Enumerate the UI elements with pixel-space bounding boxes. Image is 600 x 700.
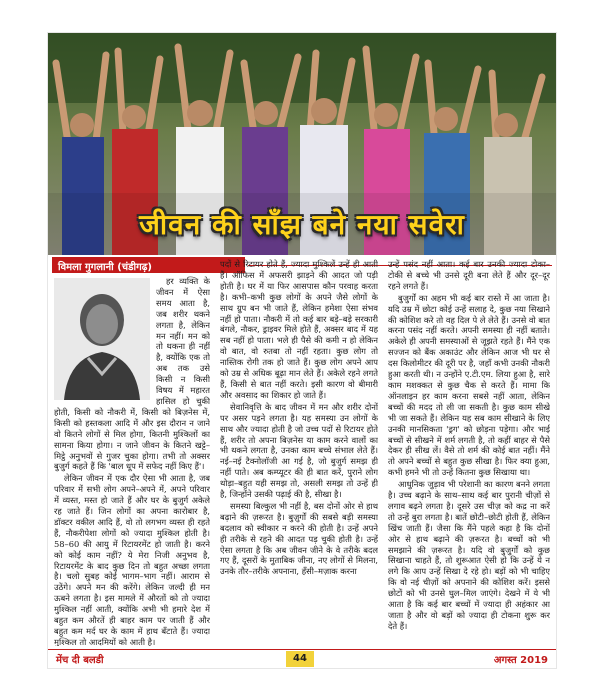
- page-footer: [48, 652, 556, 668]
- paragraph: समस्या बिल्कुल भी नहीं है, बस दोनों ओर से हाथ बढ़ाने की ज़रूरत है। बुज़ुर्गों की सबसे बड़ी समस्या बदलाव को स्वीकार न करने की होती है। उन्हें अपने ही तरीके से रहने की आदत पड़ चुकी होती है। उन्हें ऐसा लगता है कि अब जीवन जीने के वे तरीके बदल गए हैं, दूसरों के मुताबिक जीना, नए लोगों से मिलना, उनके तौर–तरीके अपनाना, हँसी–मज़ाक करना: [220, 500, 378, 577]
- author-photo: [54, 278, 150, 400]
- column-3: [388, 259, 550, 646]
- paragraph: सेवानिवृत्ति के बाद जीवन में मन और शरीर दोनों पर असर पड़ने लगता है। यह समस्या उन लोगों के साथ और ज्यादा होती है जो उच्च पदों से रिटायर होते हैं, शरीर तो अपना बिज़नेस या काम करने वालों का भी थकने लगता है, उनका काम बच्चे संभाल लेते हैं। नई–नई टैक्नोलॉजी आ गई है, जो बुजुर्ग समझ ही नहीं पाते। अब कम्प्यूटर की ही बात करें, पुराने लोग थोड़ा–बहुत यही समझ तो, असली समझ तो उन्हें ही है, जिन्होंने उसकी पढ़ाई की है, सीखा है।: [220, 401, 378, 500]
- paragraph: पदों से रिटायर होते हैं, ज्यादा मुश्किलें उन्हें ही आती हैं। ऑफिस में अफसरी झाड़ने की आदत जो पड़ी होती है। घर में या फिर आसपास कौन परवाह करता है। कभी–कभी कुछ लोगों के अपने जैसे लोगों के साथ ग्रुप बन भी जाते हैं, लेकिन हमेशा ऐसा संभव नहीं हो पाता। नौकरी में तो कई बार बड़े–बड़े सरकारी बंगले, नौकर, ड्राइवर मिले होते हैं, अक्सर बाद में यह सब नहीं हो पाता। भले ही पैसे की कमी न हो लेकिन वो बात, वो रुतबा तो नहीं रहता। कुछ लोग तो नास्तिक रोगी तक हो जाते हैं। कुछ लोग अपने आप को उम्र से अधिक बूढ़ा मान लेते हैं। अकेले रहने लगते हैं, किसी से बात नहीं करते। इसी कारण वो बीमारी और अवसाद का शिकार हो जाते हैं।: [220, 259, 378, 400]
- magazine-name: मेंच दी बलडी: [56, 655, 104, 666]
- paragraph: हर व्यक्ति के जीवन में ऐसा समय आता है, जब शरीर थकने लगता है, लेकिन मन नहीं। मन को तो थकना ही नहीं है, क्योंकि एक तो अब तक उसे किसी न किसी विषय में महारत हासिल हो चुकी होती, किसी को नौकरी में, किसी को बिज़नेस में, किसी को हस्तकला आदि में और इस दौरान न जाने वो कितने लोगों से मिल होगा, कितनी मुश्किलों का सामना किया होगा। न जाने जीवन के कितने खट्टे–मिट्ठे अनुभवों से गुजर चुका होगा। तभी तो अक्सर बुजुर्ग कहते हैं कि 'बाल धूप में सफेद नहीं किए हैं'।: [54, 276, 210, 472]
- paragraph: लेकिन जीवन में एक दौर ऐसा भी आता है, जब परिवार में सभी लोग अपने–अपने में, अपने परिवार में व्यस्त, मस्त हो जाते हैं और घर के बुजुर्ग अकेले रह जाते हैं। जिन लोगों का अपना कारोबार है, डॉक्टर वकील आदि हैं, वो तो लगभग व्यस्त ही रहते हैं, नौकरीपेशा लोगों को ज्यादा मुश्किल होती है। 58–60 की आयु में रिटायरमेंट हो जाती है। करने को कोई काम नहीं? ये मेरा निजी अनुभव है, रिटायरमेंट के बाद कुछ दिन तो बहुत अच्छा लगता है। चलो सुबह कोई भागम–भाग नहीं। आराम से उठेंगे। अपने मन की करेंगे। लेकिन जल्दी ही मन ऊबने लगता है। इस मामले में औरतों को तो ज्यादा मुश्किल नहीं आती, क्योंकि अभी भी हमारे देश में बहुत कम औरतें ही बाहर काम पर जाती हैं और बहुत कम मर्द घर के काम में हाथ बँटाते हैं। ज्यादा मुश्किल तो आदमियों को आती है।: [54, 473, 210, 646]
- column-2: [220, 259, 378, 646]
- issue-date: अगस्त 2019: [493, 655, 548, 666]
- magazine-page: [48, 33, 556, 668]
- footer-divider: [48, 649, 556, 650]
- hero-photo: [48, 33, 556, 255]
- paragraph: उन्हें पसंद नहीं आता। कई बार उनकी ज्यादा टोका–टोकी से बच्चे भी उनसे दूरी बना लेते हैं और दूर–दूर रहने लगते हैं।: [388, 259, 550, 291]
- byline: विमला गुगलानी (चंडीगढ़): [58, 262, 152, 273]
- page-number: 44: [286, 651, 314, 667]
- headline: जीवन की साँझ बने नया सवेरा: [139, 208, 465, 241]
- column-1: [54, 276, 210, 646]
- paragraph: बुजुर्गों का अहम भी कई बार रास्ते में आ जाता है। यदि उम्र में छोटा कोई उन्हें सलाह दे, कुछ नया सिखाने की कोशिश करे तो वह दिल पे ले लेते हैं। उनसे वो बात करना पसंद नहीं करते। अपनी समस्या ही नहीं बताते। अकेले ही अपनी समस्याओं से जूझते रहते हैं। मैंने एक सज्जन को बैंक अकाउंट और लेकिन आज भी घर से दस किलोमीटर की दूरी पर है, जहाँ कभी उनकी नौकरी हुआ करती थी। न उन्होंने ए.टी.एम. लिया हुआ है, सारे काम मशक्कत से कुछ चैक से करते हैं। मामा कि ऑनलाइन हर काम करना सबसे नहीं आता, लेकिन बच्चों की मदद तो ली जा सकती है। कुछ काम सीखे भी जा सकते हैं। लेकिन यह सब काम सीखाने के लिए उनकी मानसिकता 'ड्रग' को छोड़ना पड़ेगा। और भाई बच्चों से सीखने में शर्म लगती है, तो कहीं बाहर से पैसे देकर ही सीख लें। वैसे तो शर्म की कोई बात नहीं। मैंने तो अपने बच्चों से बहुत कुछ सीखा है। फिर क्या हुआ, कभी हमने भी तो उन्हें कितना कुछ सिखाया था।: [388, 292, 550, 478]
- paragraph: आधुनिक जुड़ाव भी परेशानी का कारण बनने लगता है। उच्च बढ़ाने के साथ–साथ कई बार पुरानी चीज़ों से लगाव बढ़ने लगता है। दूसरे उस चीज़ को कद्र ना करें तो उन्हें बुरा लगता है। बातें छोटी–छोटी होती हैं, लेकिन खिंच जाती हैं। जैसा कि मैंने पहले कहा है कि दोनों ओर से हाथ बढ़ाने की ज़रूरत है। बच्चों को भी समझाने की ज़रूरत है। यदि वो बुजुर्गों को कुछ सिखाना चाहते हैं, तो शुरूआत ऐसी हो कि उन्हें ये न लगे कि आप उन्हें सिखा दे रहे हो। बड़ों को भी चाहिए कि वो नई चीज़ों को अपनाने की कोशिश करें। इससे छोटों को भी उनसे घुल–मिल जाएंगे। देखने में ये भी आता है कि कई बार बच्चों में ज्यादा ही अहंकार आ जाता है और वो बड़ों को ज्यादा ही टोकना शुरू कर देते हैं।: [388, 479, 550, 631]
